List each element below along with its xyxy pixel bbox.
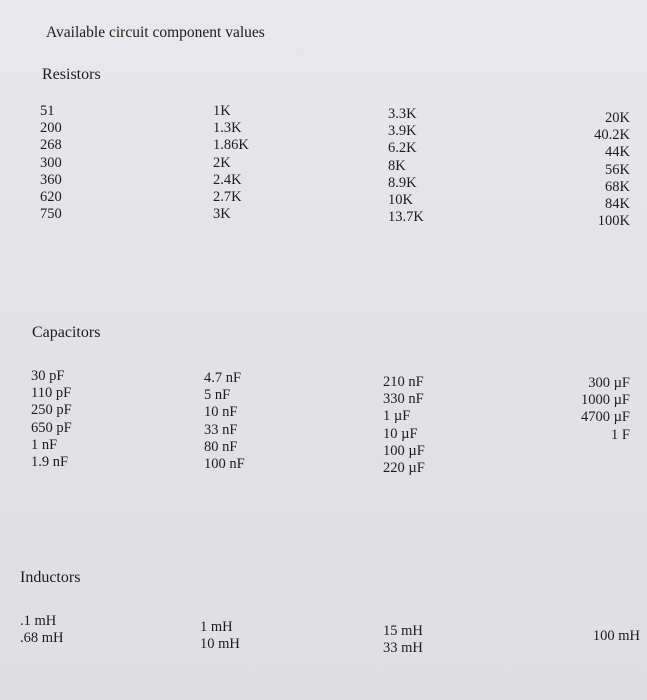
resistors-heading: Resistors (42, 66, 101, 83)
component-value: 1 mH (200, 619, 233, 635)
component-value: 30 pF (31, 368, 65, 384)
component-value: 200 (40, 120, 62, 137)
capacitors-column-2 (204, 370, 245, 473)
component-value: 2K (213, 154, 231, 171)
component-value: 6.2K (388, 140, 417, 157)
inductors-column-4 (560, 628, 640, 645)
component-value: 220 µF (383, 460, 425, 477)
component-value: 33 mH (383, 640, 423, 657)
inductors-heading: Inductors (20, 569, 81, 586)
component-value: 13.7K (388, 209, 424, 226)
component-value: 10K (388, 192, 413, 209)
component-value: 100 nF (204, 456, 245, 473)
component-value: 2.4K (213, 171, 242, 188)
component-value: 100 mH (592, 628, 640, 644)
component-value: 51 (40, 103, 55, 119)
component-value: 10 µF (383, 425, 418, 442)
component-value: 3.9K (388, 123, 417, 140)
component-value: 210 nF (383, 374, 424, 390)
component-value: 620 (40, 189, 62, 206)
capacitors-heading: Capacitors (32, 324, 101, 341)
component-value: 56K (605, 161, 630, 178)
component-value: 80 nF (204, 438, 238, 455)
component-value: 268 (40, 137, 62, 154)
component-value: 1.3K (213, 120, 242, 137)
component-value: 360 (40, 171, 62, 188)
inductors-column-1 (20, 613, 64, 647)
component-value: 15 mH (383, 623, 423, 639)
component-value: 1000 µF (580, 392, 630, 409)
component-value: 300 (40, 154, 62, 171)
component-value: 84K (605, 196, 630, 213)
component-value: 1 nF (31, 436, 58, 453)
resistors-column-4 (560, 110, 630, 230)
component-value: 44K (605, 144, 630, 161)
capacitors-column-4 (555, 375, 630, 444)
component-value: 4700 µF (580, 409, 630, 426)
component-value: 4.7 nF (204, 370, 242, 386)
component-value: 40.2K (594, 127, 630, 144)
component-value: 8.9K (388, 174, 417, 191)
component-value: 1 F (611, 426, 630, 443)
capacitors-column-1 (31, 368, 72, 471)
component-value: 33 nF (204, 421, 238, 438)
component-value: 3.3K (388, 106, 417, 122)
component-value: 10 mH (200, 636, 240, 653)
component-value: 5 nF (204, 387, 231, 404)
component-value: .1 mH (20, 613, 57, 629)
component-value: 250 pF (31, 402, 72, 419)
resistors-column-3 (388, 106, 424, 226)
component-value: 650 pF (31, 419, 72, 436)
component-value: 8K (388, 157, 406, 174)
component-value: 330 nF (383, 391, 424, 408)
component-value: 1K (213, 103, 231, 119)
inductors-column-3 (383, 623, 423, 657)
component-value: 68K (605, 178, 630, 195)
component-value: 3K (213, 206, 231, 223)
inductors-column-2 (200, 619, 240, 653)
component-value: 1 µF (383, 408, 411, 425)
component-value: 1.9 nF (31, 454, 69, 471)
resistors-column-1 (40, 103, 62, 223)
component-value: .68 mH (20, 630, 64, 647)
component-value: 20K (605, 110, 630, 126)
capacitors-column-3 (383, 374, 425, 477)
component-value: 10 nF (204, 404, 238, 421)
component-value: 100 µF (383, 442, 425, 459)
component-value: 100K (597, 213, 630, 230)
page-title: Available circuit component values (46, 24, 265, 41)
component-value: 750 (40, 206, 62, 223)
component-value: 1.86K (213, 137, 249, 154)
component-value: 110 pF (31, 385, 72, 402)
component-value: 300 µF (588, 375, 630, 391)
resistors-column-2 (213, 103, 249, 223)
component-value: 2.7K (213, 189, 242, 206)
